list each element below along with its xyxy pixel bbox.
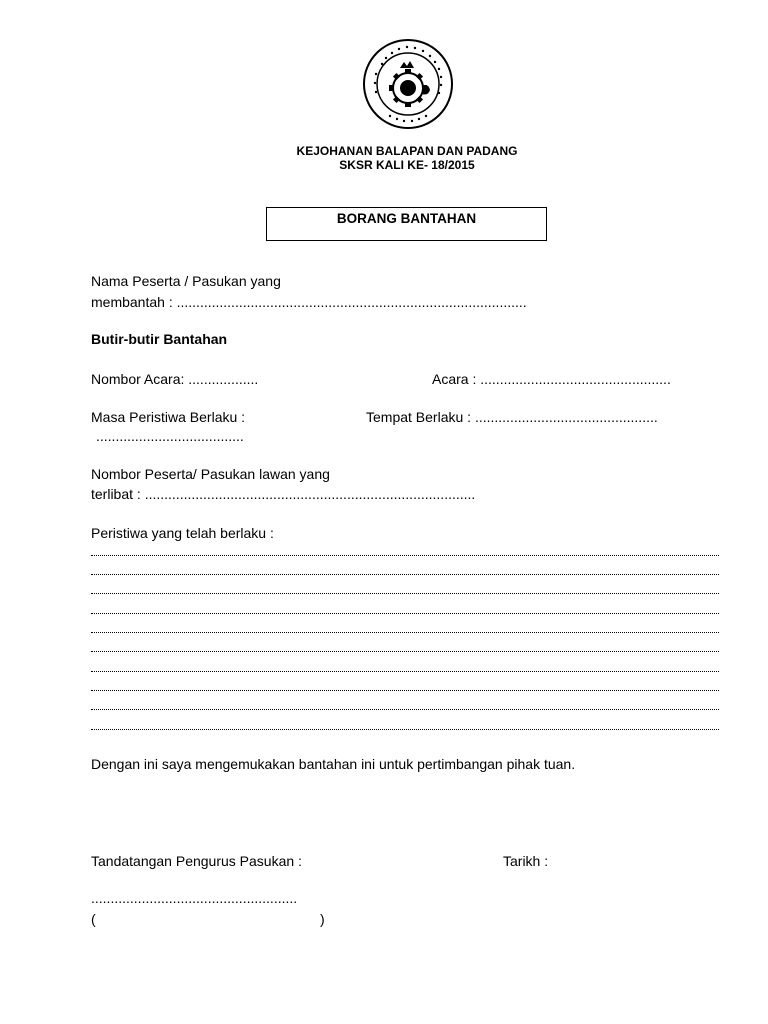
description-line[interactable] bbox=[91, 554, 719, 556]
masa-field-dots[interactable]: ...................................... bbox=[96, 428, 244, 444]
description-line[interactable] bbox=[91, 708, 719, 710]
name-open-paren: ( bbox=[91, 911, 96, 927]
school-logo bbox=[362, 38, 454, 130]
description-line[interactable] bbox=[91, 573, 719, 575]
tempat-field[interactable]: Tempat Berlaku : ............................................... bbox=[366, 409, 658, 425]
lawan-field-line[interactable]: terlibat : ..................................................................................... bbox=[91, 486, 476, 502]
name-close-paren: ) bbox=[320, 911, 325, 927]
butir-heading: Butir-butir Bantahan bbox=[91, 331, 228, 347]
form-title: BORANG BANTAHAN bbox=[336, 211, 477, 226]
nombor-acara-field[interactable]: Nombor Acara: .................. bbox=[91, 371, 259, 387]
description-line[interactable] bbox=[91, 612, 719, 614]
tarikh-label: Tarikh : bbox=[503, 853, 549, 869]
form-title-box bbox=[266, 207, 547, 241]
description-line[interactable] bbox=[91, 728, 719, 730]
acara-field[interactable]: Acara : ................................................. bbox=[432, 371, 671, 387]
event-subtitle: SKSR KALI KE- 18/2015 bbox=[339, 158, 475, 172]
masa-label: Masa Peristiwa Berlaku : bbox=[91, 409, 246, 425]
signature-line[interactable]: ..................................................... bbox=[91, 890, 298, 906]
description-line[interactable] bbox=[91, 631, 719, 633]
description-line[interactable] bbox=[91, 650, 719, 652]
description-line[interactable] bbox=[91, 592, 719, 594]
description-line[interactable] bbox=[91, 689, 719, 691]
peristiwa-label: Peristiwa yang telah berlaku : bbox=[91, 525, 274, 541]
statement-text: Dengan ini saya mengemukakan bantahan ini untuk pertimbangan pihak tuan. bbox=[91, 756, 576, 772]
nama-field-line[interactable]: membantah : .......................................................................................... bbox=[91, 294, 527, 310]
lawan-label-line1: Nombor Peserta/ Pasukan lawan yang bbox=[91, 466, 330, 482]
nama-label-line1: Nama Peserta / Pasukan yang bbox=[91, 273, 281, 289]
description-line[interactable] bbox=[91, 670, 719, 672]
event-title: KEJOHANAN BALAPAN DAN PADANG bbox=[296, 144, 518, 158]
signature-label: Tandatangan Pengurus Pasukan : bbox=[91, 853, 302, 869]
